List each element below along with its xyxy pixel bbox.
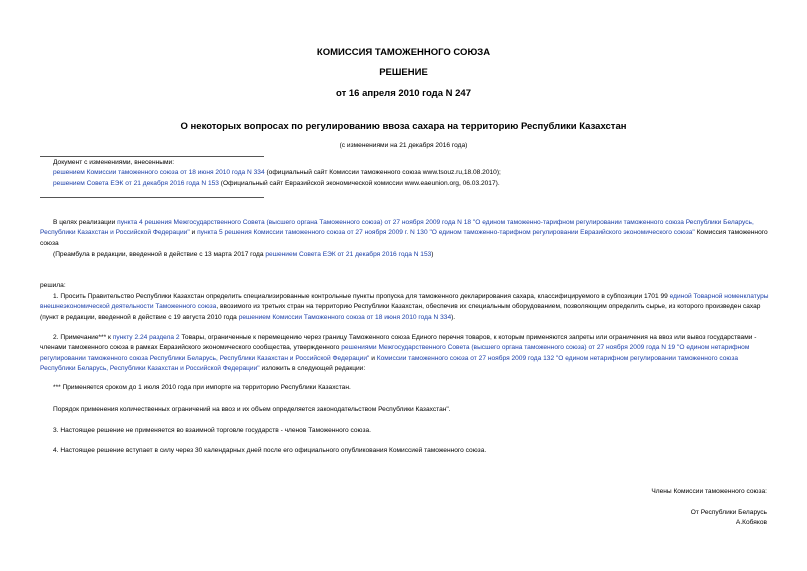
document-title: О некоторых вопросах по регулированию ввоза сахара на территорию Республики Казахстан: [180, 121, 627, 132]
paragraph-text: Товары, ограниченные к перемещению через границу Таможенного союза Единого перечня товаров, к которым применяются запреты или ограничения на ввоз или вывоз государствами - членами таможенного союза в рамках Евразийского экономического сообщества, утвержденного: [40, 334, 757, 352]
preamble-text: и: [189, 229, 198, 237]
paragraph-3: 3. Настоящее решение не применяется во взаимной торговле государств - членов Таможенного союза.: [53, 427, 372, 434]
preamble-note-text: ): [431, 251, 434, 258]
changes-link-2[interactable]: решением Совета ЕЭК от 21 декабря 2016 года N 153: [53, 179, 219, 187]
decided-label: решила:: [40, 282, 66, 289]
paragraph-text: изложить в следующей редакции:: [259, 364, 366, 372]
preamble-link-1[interactable]: пункта 4 решения Межгосударственного Совета (высшего органа Таможенного союза) от 27 ноября 2009 года N 18 "О едином таможенно-тарифном регулировании таможенного союза Республики Беларусь, Республики Казахстан и Российской Федерации": [40, 219, 754, 237]
changes-intro: Документ с изменениями, внесенными:: [53, 159, 175, 166]
quote-line-1: *** Применяется сроком до 1 июля 2010 года при импорте на территорию Республики Казахстан.: [53, 384, 351, 391]
changes-item-text: (Официальный сайт Евразийской экономической комиссии www.eaeunion.org, 06.03.2017).: [218, 179, 500, 187]
changes-item-text: (официальный сайт Комиссии таможенного союза www.tsouz.ru,18.08.2010);: [264, 169, 501, 177]
preamble-text: Комиссия таможенного союза: [40, 229, 768, 247]
paragraph-2-link-3[interactable]: Комиссии таможенного союза от 27 ноября 2009 года 132 "О едином нетарифном регулировании таможенного союза Республики Беларусь, Республики Казахстан и Российской Федерации": [40, 354, 739, 372]
paragraph-1: [40, 292, 772, 323]
signature-country: От Республики Беларусь: [690, 509, 767, 516]
doc-type-heading: РЕШЕНИЕ: [379, 67, 428, 78]
bottom-divider: [40, 197, 264, 198]
preamble-paragraph: [40, 218, 772, 249]
signature-members: Члены Комиссии таможенного союза:: [651, 488, 767, 495]
quote-line-2: Порядок применения количественных ограничений на ввоз и их объем определяется законодательством Республики Казахстан".: [53, 406, 451, 413]
paragraph-1-link-2[interactable]: решением Комиссии Таможенного союза от 18 июня 2010 года N 334: [238, 313, 452, 321]
paragraph-1-link-1[interactable]: единой Товарной номенклатуры внешнеэкономической деятельности Таможенного союза: [40, 293, 769, 311]
paragraph-4: 4. Настоящее решение вступает в силу через 30 календарных дней после его официального опубликования Комиссией таможенного союза.: [53, 447, 487, 454]
changes-item: [53, 168, 773, 178]
paragraph-text: 2. Примечание*** к: [53, 334, 113, 341]
preamble-note-link[interactable]: решением Совета ЕЭК от 21 декабря 2016 года N 153: [265, 251, 432, 258]
preamble-link-2[interactable]: пункта 5 решения Комиссии таможенного союза от 27 ноября 2009 г. N 130 "О едином таможенно-тарифном регулировании Евразийского экономического союза": [197, 229, 695, 237]
preamble-note-text: (Преамбула в редакции, введенной в действие с 13 марта 2017 года: [53, 251, 266, 258]
org-heading: КОМИССИЯ ТАМОЖЕННОГО СОЮЗА: [316, 47, 491, 58]
changes-link-1[interactable]: решением Комиссии таможенного союза от 18 июня 2010 года N 334: [53, 169, 265, 177]
revision-note: (с изменениями на 21 декабря 2016 года): [339, 142, 468, 149]
paragraph-2-link-2[interactable]: решениями Межгосударственного Совета (высшего органа таможенного союза) от 27 ноября 2009 года N 19 "О едином нетарифном регулировании таможенного союза Республики Беларусь, Республики Казахстан и Российской Федерации": [40, 344, 750, 362]
date-number-heading: от 16 апреля 2010 года N 247: [336, 88, 471, 99]
paragraph-text: и: [369, 354, 377, 362]
paragraph-text: ).: [451, 313, 456, 321]
signature-name: А.Кобяков: [735, 519, 767, 526]
preamble-text: В целях реализации: [53, 219, 118, 226]
changes-block: [53, 158, 773, 189]
paragraph-text: , ввозимого из третьих стран на территорию Республики Казахстан, обеспечив их специальным оборудованием, позволяющим определить сырье, из которого произведен сахар (пункт в редакции, введенной в действие с 19 августа 2010 года: [40, 303, 761, 321]
paragraph-2-link-1[interactable]: пункту 2.24 раздела 2: [112, 334, 180, 341]
paragraph-2: [40, 333, 772, 374]
changes-item: [53, 179, 773, 189]
preamble-note: [53, 250, 773, 260]
top-divider: [40, 156, 264, 157]
paragraph-text: 1. Просить Правительство Республики Казахстан определить специализированные контрольные пункты пропуска для таможенного декларирования сахара, классифицируемого в субпозиции 1701 99: [53, 293, 670, 300]
